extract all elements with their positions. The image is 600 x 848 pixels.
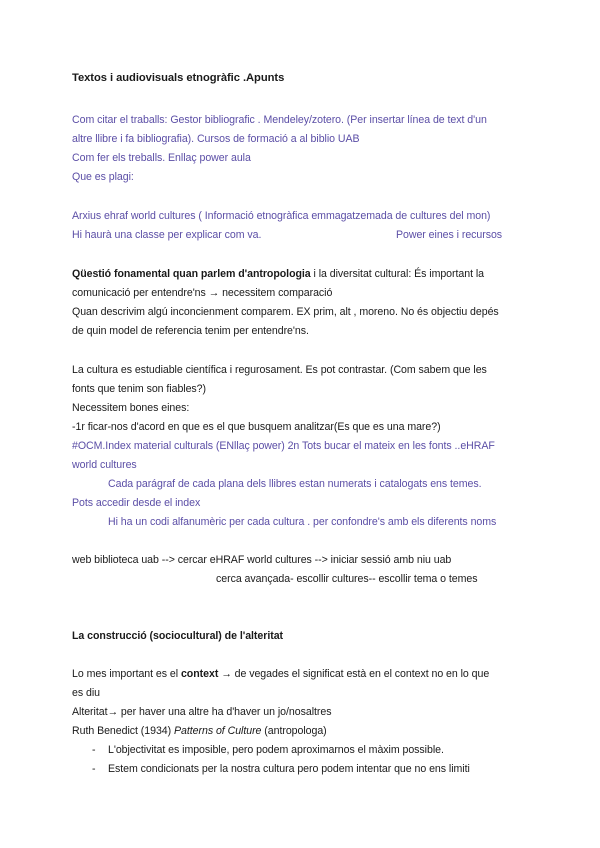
culture-line-2: fonts que tenim son fiables?) [72, 383, 206, 395]
benedict-line [72, 724, 327, 738]
intro-line-3: Com fer els treballs. Enllaç power aula [72, 152, 251, 164]
culture-line-4: -1r ficar-nos d'acord en que es el que busquem analitzar(Es que es una mare?) [72, 421, 441, 433]
context-line-2: es diu [72, 687, 100, 699]
bullet-item-2: Estem condicionats per la nostra cultura pero podem intentar que no ens limiti [108, 763, 470, 775]
culture-line-6: world cultures [72, 459, 137, 471]
context-text-c: → de vegades el significat està en el context no en lo que [218, 668, 490, 680]
intro-line-2: altre llibre i fa bibliografia). Cursos de formació a al biblio UAB [72, 133, 360, 145]
alteritat-line: Alteritat→ per haver una altre ha d'haver un jo/nosaltres [72, 706, 332, 718]
context-bold-word: context [180, 668, 219, 680]
question-line-3: Quan descrivim algú inconcienment comparem. EX prim, alt , moreno. No és objectiu depés [72, 306, 499, 318]
question-rest-text: i la diversitat cultural: És important la [310, 268, 485, 280]
benedict-role: (antropologa) [261, 725, 327, 737]
ehraf-line-2 [72, 228, 261, 242]
question-line-1 [72, 267, 484, 281]
web-line-2: cerca avançada- escollir cultures-- escollir tema o temes [216, 573, 478, 585]
culture-line-1: La cultura es estudiable científica i regurosament. Es pot contrastar. (Com sabem que les [72, 364, 487, 376]
culture-line-5: #OCM.Index material culturals (ENllaç power) 2n Tots bucar el mateix en les fonts ..eHRAF [72, 440, 495, 452]
ehraf-line-2-text: Hi haurà una classe per explicar com va. [72, 229, 262, 241]
culture-line-3: Necessitem bones eines: [72, 402, 190, 414]
intro-line-1: Com citar el traballs: Gestor bibliografic . Mendeley/zotero. (Per insertar línea de text d'un [72, 114, 487, 126]
bullet-dash-2: - [92, 763, 96, 775]
question-bold-text: Qüestió fonamental quan parlem d'antropologia [72, 268, 311, 280]
culture-line-9: Hi ha un codi alfanumèric per cada cultura . per confondre's amb els diferents noms [108, 516, 497, 528]
benedict-book-title: Patterns of Culture [174, 725, 262, 737]
intro-line-4: Que es plagi: [72, 171, 134, 183]
context-text-a: Lo mes important es el [72, 668, 181, 680]
culture-line-7: Cada parágraf de cada plana dels llibres estan numerats i catalogats ens temes. [108, 478, 482, 490]
benedict-author: Ruth Benedict (1934) [72, 725, 175, 737]
culture-line-8: Pots accedir desde el index [72, 497, 201, 509]
question-line-2: comunicació per entendre'ns → necessitem comparació [72, 287, 333, 299]
bullet-item-1: L'objectivitat es imposible, pero podem aproximarnos el màxim possible. [108, 744, 444, 756]
context-line-1 [72, 667, 489, 681]
ehraf-line-1: Arxius ehraf world cultures ( Informació etnogràfica emmagatzemada de cultures del mon) [72, 210, 491, 222]
section-heading: La construcció (sociocultural) de l'alteritat [72, 630, 284, 642]
document-title: Textos i audiovisuals etnogràfic .Apunts [72, 72, 285, 84]
power-eines-text: Power eines i recursos [396, 229, 503, 241]
bullet-dash-1: - [92, 744, 96, 756]
web-line-1: web biblioteca uab --> cercar eHRAF world cultures --> iniciar sessió amb niu uab [72, 554, 452, 566]
question-line-4: de quin model de referencia tenim per entendre'ns. [72, 325, 309, 337]
